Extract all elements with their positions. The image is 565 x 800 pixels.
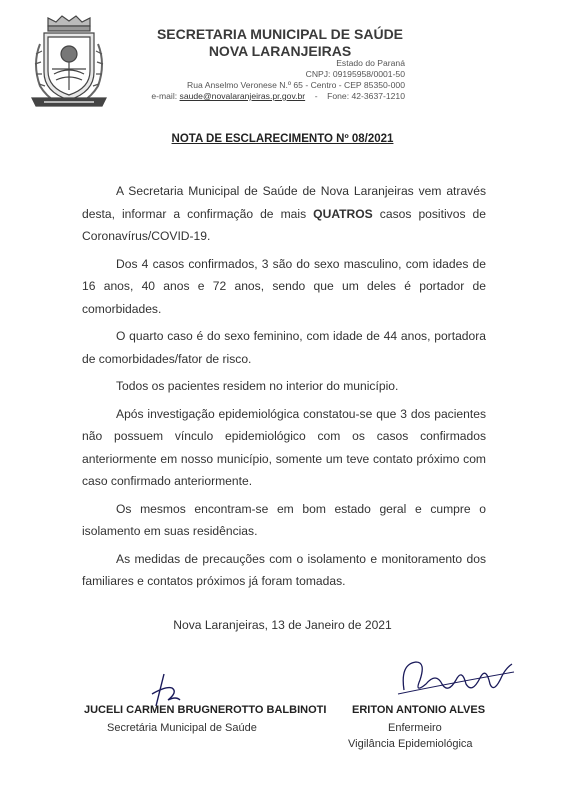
letterhead-contact-block: [151, 58, 405, 102]
phone-text: Fone: 42-3637-1210: [327, 91, 405, 101]
municipal-coat-of-arms-icon: [26, 14, 112, 112]
paragraph-5: Após investigação epidemiológica constatou-se que 3 dos pacientes não possuem vínculo epidemiológico com os casos confirmados anteriormente em nosso município, somente um teve contato próximo com caso confirmado anteriormente.: [82, 406, 486, 488]
nurse-name: ERITON ANTONIO ALVES: [352, 704, 486, 716]
state-line: Estado do Paraná: [336, 58, 405, 68]
secretary-role: Secretária Municipal de Saúde: [107, 722, 257, 734]
paragraph-3: O quarto caso é do sexo feminino, com idade de 44 anos, portadora de comorbidades/fator de risco.: [82, 329, 486, 366]
note-title-text: NOTA DE ESCLARECIMENTO Nº 08/2021: [171, 133, 394, 145]
letterhead-title: [130, 26, 430, 60]
paragraph-2: Dos 4 casos confirmados, 3 são do sexo masculino, com idades de 16 anos, 40 anos e 72 anos, sendo que um deles é portador de comorbidades.: [82, 256, 486, 316]
address-line: Rua Anselmo Veronese N.º 65 - Centro - CEP 85350-000: [187, 80, 405, 90]
municipality-name: NOVA LARANJEIRAS: [208, 43, 352, 59]
paragraph-7: As medidas de precauções com o isolamento e monitoramento dos familiares e contatos próximos já foram tomadas.: [82, 551, 486, 588]
nurse-role: Enfermeiro: [388, 722, 442, 734]
note-body: [82, 180, 486, 598]
place-date: Nova Laranjeiras, 13 de Janeiro de 2021: [173, 618, 392, 632]
paragraph-1: A Secretaria Municipal de Saúde de Nova Laranjeiras vem através desta, informar a confirmação de mais QUATROS casos positivos de Coronavírus/COVID-19.: [82, 184, 486, 243]
bold-case-count: QUATROS: [313, 206, 373, 221]
nurse-department: Vigilância Epidemiológica: [348, 738, 473, 750]
paragraph-4: Todos os pacientes residem no interior do município.: [116, 379, 399, 393]
email-link[interactable]: saude@novalaranjeiras.pr.gov.br: [179, 91, 306, 101]
paragraph-6: Os mesmos encontram-se em bom estado geral e cumpre o isolamento em suas residências.: [82, 501, 486, 538]
email-label: e-mail:: [151, 91, 178, 101]
cnpj-line: CNPJ: 09195958/0001-50: [305, 69, 405, 79]
secretary-name: JUCELI CARMEN BRUGNEROTTO BALBINOTI: [84, 704, 327, 716]
handwritten-signature-icon: [396, 654, 516, 704]
note-title: [0, 133, 565, 145]
email-phone-line: e-mail: saude@novalaranjeiras.pr.gov.br - Fone: 42-3637-1210: [151, 91, 405, 101]
secretariat-name: SECRETARIA MUNICIPAL DE SAÚDE: [156, 26, 404, 42]
